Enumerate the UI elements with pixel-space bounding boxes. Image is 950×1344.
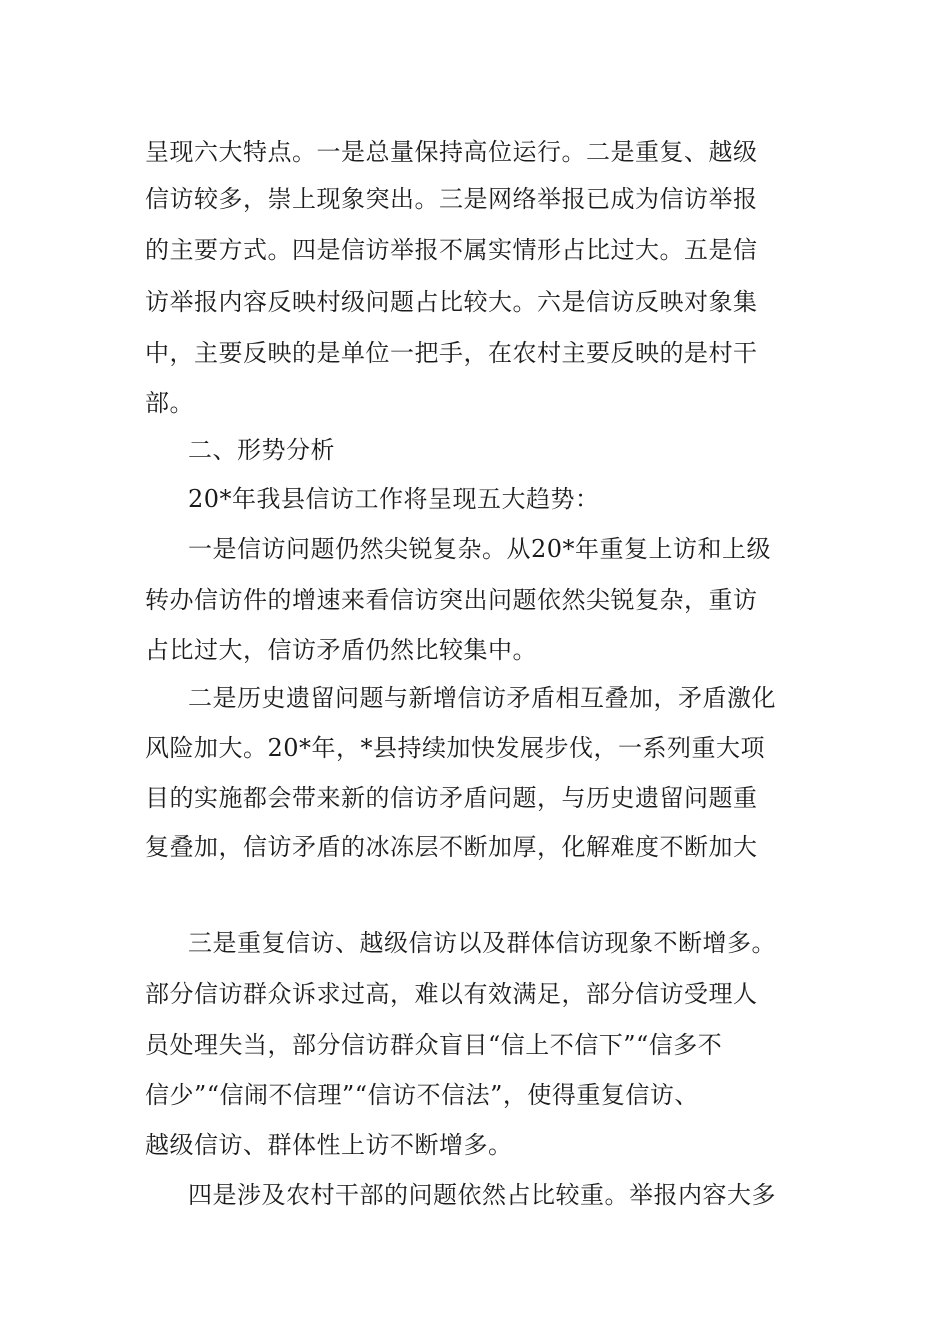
text-line: 一是信访问题仍然尖锐复杂。从20*年重复上访和上级 xyxy=(188,535,772,563)
text-line: 部。 xyxy=(145,389,194,417)
text-line: 复叠加，信访矛盾的冰冻层不断加厚，化解难度不断加大 xyxy=(145,833,758,861)
text-line: 三是重复信访、越级信访以及群体信访现象不断增多。 xyxy=(188,929,776,957)
text-line: 员处理失当，部分信访群众盲目“信上不信下”“信多不 xyxy=(145,1031,723,1059)
text-line: 二是历史遗留问题与新增信访矛盾相互叠加，矛盾激化 xyxy=(188,684,776,712)
text-line: 目的实施都会带来新的信访矛盾问题，与历史遗留问题重 xyxy=(145,784,758,812)
text-line: 信少”“信闹不信理”“信访不信法”，使得重复信访、 xyxy=(145,1081,699,1109)
text-line: 占比过大，信访矛盾仍然比较集中。 xyxy=(145,636,537,664)
text-line: 风险加大。20*年，*县持续加快发展步伐，一系列重大项 xyxy=(145,734,766,762)
section-heading: 二、形势分析 xyxy=(188,436,335,464)
text-line: 中，主要反映的是单位一把手，在农村主要反映的是村干 xyxy=(145,339,758,367)
text-line: 的主要方式。四是信访举报不属实情形占比过大。五是信 xyxy=(145,236,758,264)
text-line: 20*年我县信访工作将呈现五大趋势： xyxy=(188,485,600,513)
text-line: 信访较多，崇上现象突出。三是网络举报已成为信访举报 xyxy=(145,185,758,213)
text-line: 转办信访件的增速来看信访突出问题依然尖锐复杂，重访 xyxy=(145,586,758,614)
text-line: 四是涉及农村干部的问题依然占比较重。举报内容大多 xyxy=(188,1181,776,1209)
text-line: 呈现六大特点。一是总量保持高位运行。二是重复、越级 xyxy=(145,138,758,166)
text-line: 部分信访群众诉求过高，难以有效满足，部分信访受理人 xyxy=(145,980,758,1008)
text-line: 越级信访、群体性上访不断增多。 xyxy=(145,1131,513,1159)
text-line: 访举报内容反映村级问题占比较大。六是信访反映对象集 xyxy=(145,288,758,316)
